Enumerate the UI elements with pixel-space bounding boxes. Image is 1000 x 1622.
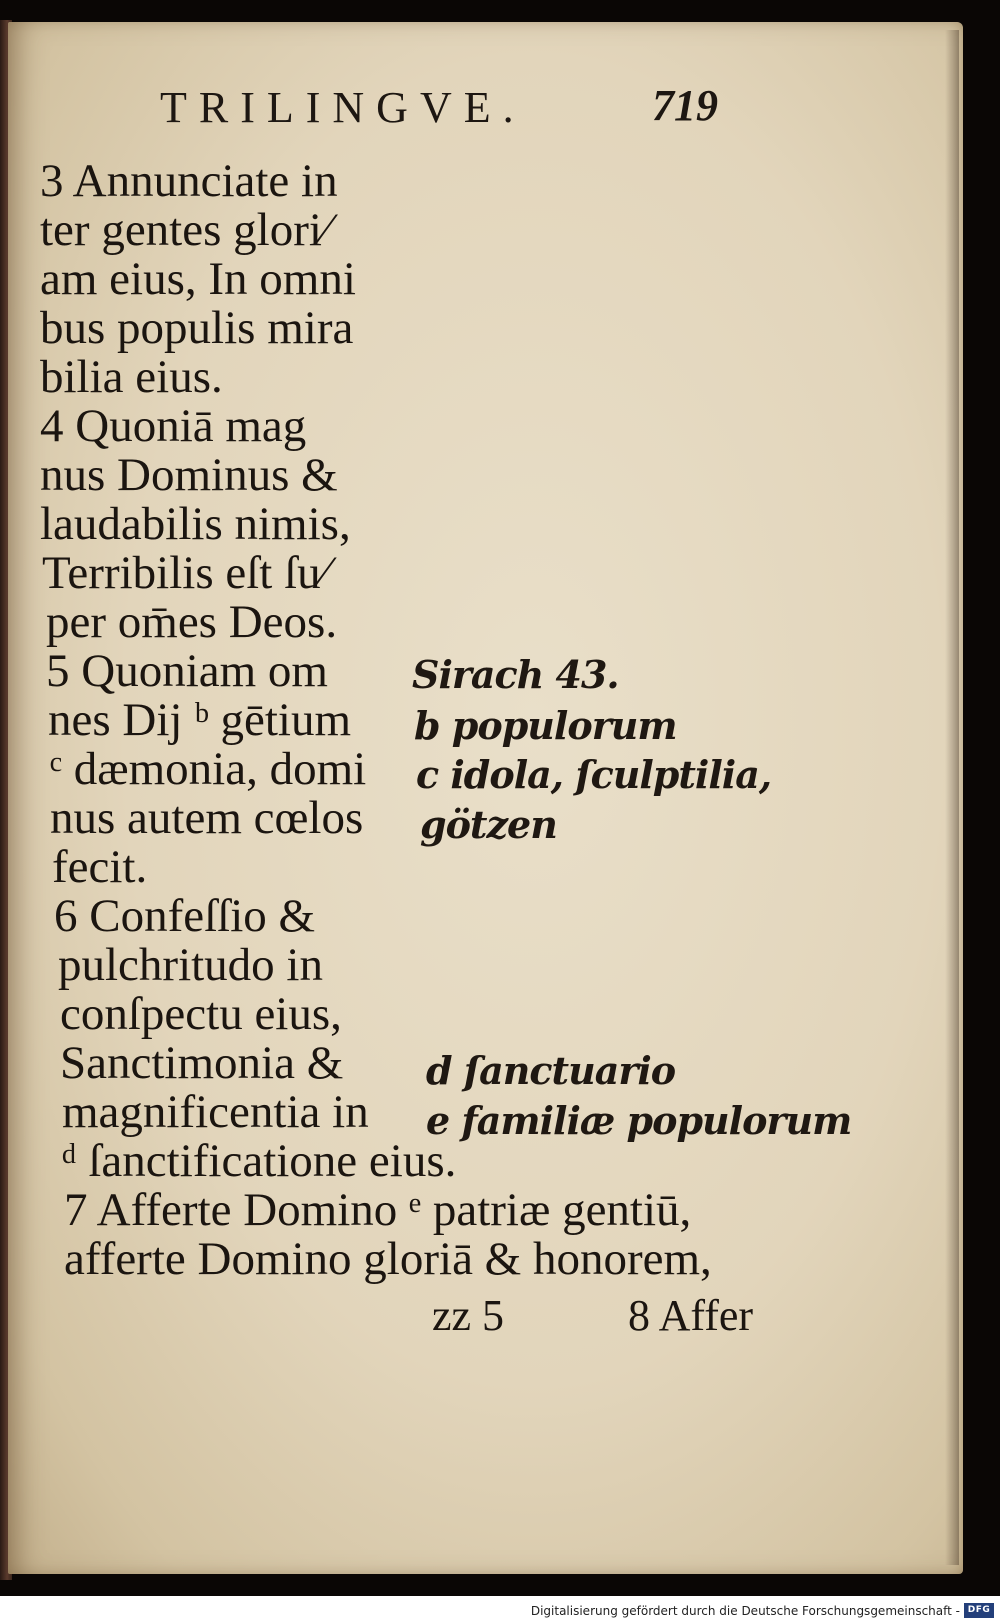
text-line: 4 Quoniā mag [40,400,307,452]
marginal-note: c idola, ſculptilia, [416,752,772,797]
dfg-logo-icon: DFG [964,1603,994,1618]
marginal-note: Sirach 43. [412,652,619,697]
text-line: 6 Confeſſio & [54,890,316,942]
text-line: bus populis mira [40,302,354,354]
text-line: Sanctimonia & [60,1037,344,1089]
page-edge-shadow [945,30,959,1565]
marginal-note: b populorum [414,703,677,748]
text-line: 3 Annunciate in [40,155,338,207]
text-line: ᶜ dæmonia, domi [50,743,367,795]
text-line: bilia eius. [40,351,223,403]
text-line: per om̄es Deos. [46,596,338,648]
catchword: 8 Affer [628,1291,754,1340]
text-line: ᵈ ſanctificatione eius. [62,1135,457,1187]
marginal-note: d ſanctuario [426,1048,676,1093]
text-line: fecit. [52,841,148,893]
text-line: conſpectu eius, [60,988,342,1040]
text-line: 5 Quoniam om [46,645,328,697]
text-line: am eius, In omni [40,253,356,305]
text-line: nus autem cœlos [50,792,364,844]
text-line: pulchritudo in [58,939,323,991]
text-line: nus Dominus & [40,449,338,501]
marginal-note: götzen [420,802,557,847]
text-line: Terribilis eſt ſu⁄ [42,547,329,599]
signature-mark: zz 5 [432,1291,505,1340]
text-line: nes Dij ᵇ gētium [48,694,352,746]
text-line: laudabilis nimis, [40,498,351,550]
text-line: afferte Domino gloriā & honorem, [64,1233,712,1285]
digitization-credit: Digitalisierung gefördert durch die Deutsche Forschungsgemeinschaft - [530,1604,960,1618]
marginal-note: e familiæ populorum [426,1098,852,1143]
text-line: ter gentes glori⁄ [40,204,330,256]
text-line: magnificentia in [62,1086,369,1138]
text-line: 7 Afferte Domino ᵉ patriæ gentiū, [64,1184,692,1236]
running-head: TRILINGVE. [160,83,526,132]
page-number: 719 [652,81,718,130]
